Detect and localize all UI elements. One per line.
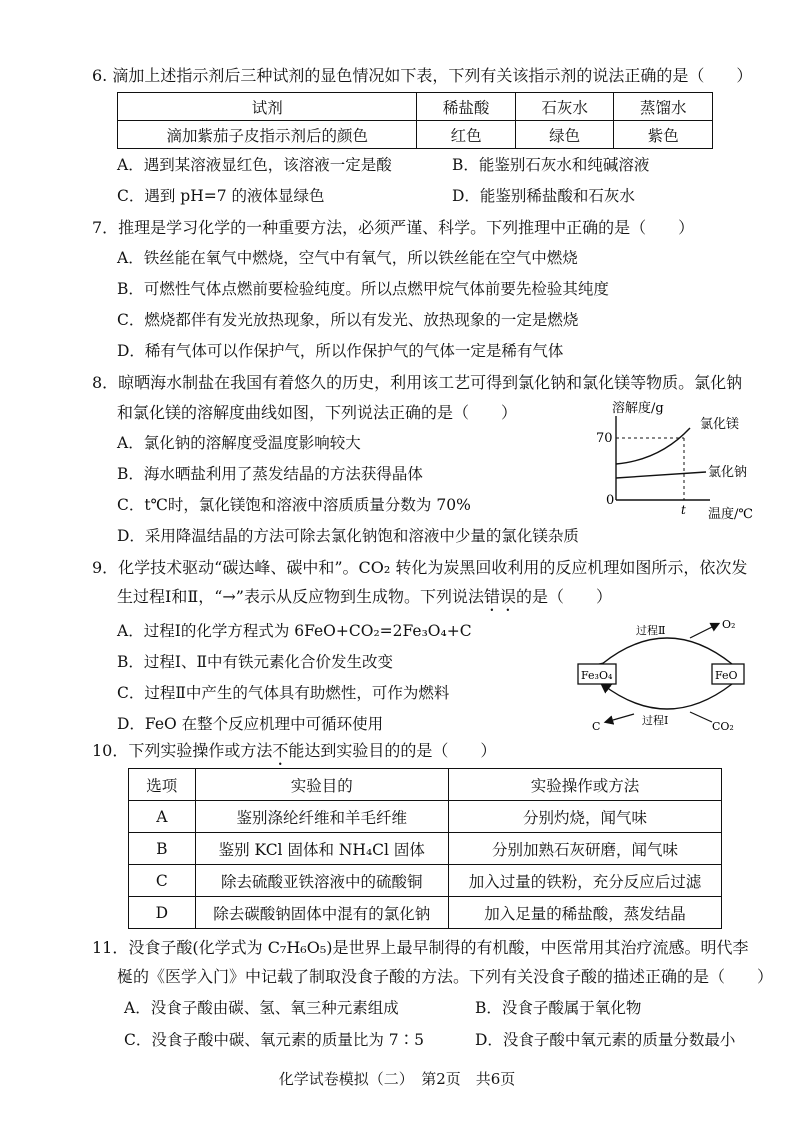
q7-option-b: B．可燃性气体点燃前要检验纯度。所以点燃甲烷气体前要先检验其纯度 <box>117 280 609 298</box>
q10-cell: 加入足量的稀盐酸，蒸发结晶 <box>448 897 721 929</box>
q11-option-d: D．没食子酸中氧元素的质量分数最小 <box>475 1031 736 1049</box>
table-row <box>129 833 722 865</box>
process-2-label: 过程Ⅱ <box>636 624 666 637</box>
q10-cell: 除去碳酸钠固体中混有的氯化钠 <box>195 897 448 929</box>
q6-header-water: 蒸馏水 <box>614 93 713 121</box>
q9-stem-line2 <box>117 587 612 615</box>
graph-label-mgcl2: 氯化镁 <box>700 417 740 432</box>
q8-stem-line1: 8．晾晒海水制盐在我国有着悠久的历史，利用该工艺可得到氯化钠和氯化镁等物质。氯化钠 <box>92 373 743 392</box>
o2-label: O₂ <box>722 618 736 631</box>
q6-cell-purple: 紫色 <box>614 121 713 149</box>
graph-origin: 0 <box>606 493 615 508</box>
q9-option-b: B．过程Ⅰ、Ⅱ中有铁元素化合价发生改变 <box>117 653 394 671</box>
q10-cell: C <box>129 865 196 897</box>
q9-option-c: C．过程Ⅱ中产生的气体具有助燃性，可作为燃料 <box>117 684 450 702</box>
cycle-top-arc <box>602 638 732 664</box>
co2-arrow <box>690 712 712 722</box>
q10-stem <box>92 741 496 769</box>
q10-cell: B <box>129 833 196 865</box>
graph-x-tick: t <box>681 503 686 517</box>
feo-label: FeO <box>715 669 738 682</box>
q10-stem-part2: 能达到实验目的的是（ ） <box>288 741 497 760</box>
q10-cell: 鉴别 KCl 固体和 NH₄Cl 固体 <box>195 833 448 865</box>
q6-header-limewater: 石灰水 <box>515 93 614 121</box>
graph-curve-nacl <box>616 472 706 478</box>
q6-option-a: A．遇到某溶液显红色，该溶液一定是酸 <box>117 156 392 174</box>
table-row <box>129 801 722 833</box>
q11-option-c: C．没食子酸中碳、氧元素的质量比为 7∶5 <box>124 1031 425 1049</box>
q10-cell: 分别加熟石灰研磨，闻气味 <box>448 833 721 865</box>
table-row <box>118 93 713 121</box>
q11-option-b: B．没食子酸属于氧化物 <box>475 999 642 1017</box>
page-footer: 化学试卷模拟（二） 第2页 共6页 <box>278 1070 516 1088</box>
graph-xlabel: 温度/℃ <box>708 507 753 522</box>
q11-stem-line2: 梴的《医学入门》中记载了制取没食子酸的方法。下列有关没食子酸的描述正确的是（ ） <box>117 967 774 986</box>
q10-table <box>128 768 722 929</box>
q10-cell: A <box>129 801 196 833</box>
q10-header-method: 实验操作或方法 <box>448 769 721 801</box>
q6-header-reagent: 试剂 <box>118 93 417 121</box>
q10-stem-emphasis: 不 <box>272 741 289 760</box>
q10-header-purpose: 实验目的 <box>195 769 448 801</box>
c-arrow <box>606 714 634 722</box>
graph-y-tick: 70 <box>596 431 613 446</box>
q7-stem: 7．推理是学习化学的一种重要方法，必须严谨、科学。下列推理中正确的是（ ） <box>92 218 695 237</box>
q6-table <box>117 92 713 149</box>
q6-cell-color-label: 滴加紫茄子皮指示剂后的颜色 <box>118 121 417 149</box>
q11-option-a: A．没食子酸由碳、氢、氧三种元素组成 <box>124 999 399 1017</box>
q6-stem: 6. 滴加上述指示剂后三种试剂的显色情况如下表，下列有关该指示剂的说法正确的是（ ） <box>92 66 753 85</box>
q8-option-c: C．t℃时，氯化镁饱和溶液中溶质质量分数为 70% <box>117 496 471 514</box>
q8-option-b: B．海水晒盐利用了蒸发结晶的方法获得晶体 <box>117 465 423 483</box>
q8-option-a: A．氯化钠的溶解度受温度影响较大 <box>117 434 361 452</box>
table-row <box>129 865 722 897</box>
q7-option-d: D．稀有气体可以作保护气，所以作保护气的气体一定是稀有气体 <box>117 342 564 360</box>
graph-ylabel: 溶解度/g <box>612 401 664 416</box>
fe3o4-label: Fe₃O₄ <box>581 669 613 682</box>
reaction-cycle-diagram <box>572 612 772 738</box>
q8-stem-line2: 和氯化镁的溶解度曲线如图，下列说法正确的是（ ） <box>117 403 518 422</box>
o2-arrow <box>690 624 718 638</box>
q7-option-a: A．铁丝能在氧气中燃烧，空气中有氧气，所以铁丝能在空气中燃烧 <box>117 249 578 267</box>
q7-option-c: C．燃烧都伴有发光放热现象，所以有发光、放热现象的一定是燃烧 <box>117 311 579 329</box>
q8-option-d: D．采用降温结晶的方法可除去氯化钠饱和溶液中少量的氯化镁杂质 <box>117 527 579 545</box>
q9-option-a: A．过程Ⅰ的化学方程式为 6FeO+CO₂=2Fe₃O₄+C <box>117 622 472 640</box>
q9-stem-emphasis: 错误 <box>483 587 516 606</box>
table-row <box>118 121 713 149</box>
q10-cell: D <box>129 897 196 929</box>
q10-stem-part1: 10．下列实验操作或方法 <box>92 741 273 760</box>
q10-cell: 除去硫酸亚铁溶液中的硫酸铜 <box>195 865 448 897</box>
graph-curve-mgcl2 <box>616 428 690 464</box>
q10-cell: 分别灼烧，闻气味 <box>448 801 721 833</box>
q6-cell-red: 红色 <box>417 121 516 149</box>
q6-option-c: C．遇到 pH=7 的液体显绿色 <box>117 187 325 205</box>
co2-label: CO₂ <box>712 720 734 733</box>
q11-stem-line1: 11．没食子酸(化学式为 C₇H₆O₅)是世界上最早制得的有机酸，中医常用其治疗流感。明代李 <box>92 938 749 957</box>
solubility-graph <box>590 398 770 522</box>
table-row <box>129 897 722 929</box>
q9-stem-part2: 的是（ ） <box>515 587 612 606</box>
q9-stem-part1: 生过程Ⅰ和Ⅱ，“→”表示从反应物到生成物。下列说法 <box>117 587 484 606</box>
q10-header-option: 选项 <box>129 769 196 801</box>
q10-cell: 鉴别涤纶纤维和羊毛纤维 <box>195 801 448 833</box>
process-1-label: 过程Ⅰ <box>642 714 669 727</box>
q6-option-b: B．能鉴别石灰水和纯碱溶液 <box>452 156 650 174</box>
q6-option-d: D．能鉴别稀盐酸和石灰水 <box>452 187 635 205</box>
c-label: C <box>592 720 601 733</box>
cycle-bottom-arc <box>602 684 732 709</box>
q6-header-hcl: 稀盐酸 <box>417 93 516 121</box>
q9-option-d: D．FeO 在整个反应机理中可循环使用 <box>117 715 384 733</box>
q9-stem-line1: 9．化学技术驱动“碳达峰、碳中和”。CO₂ 转化为炭黑回收利用的反应机理如图所示，依次发 <box>92 558 748 577</box>
q10-cell: 加入过量的铁粉，充分反应后过滤 <box>448 865 721 897</box>
q6-cell-green: 绿色 <box>515 121 614 149</box>
graph-label-nacl: 氯化钠 <box>708 465 748 480</box>
table-row <box>129 769 722 801</box>
